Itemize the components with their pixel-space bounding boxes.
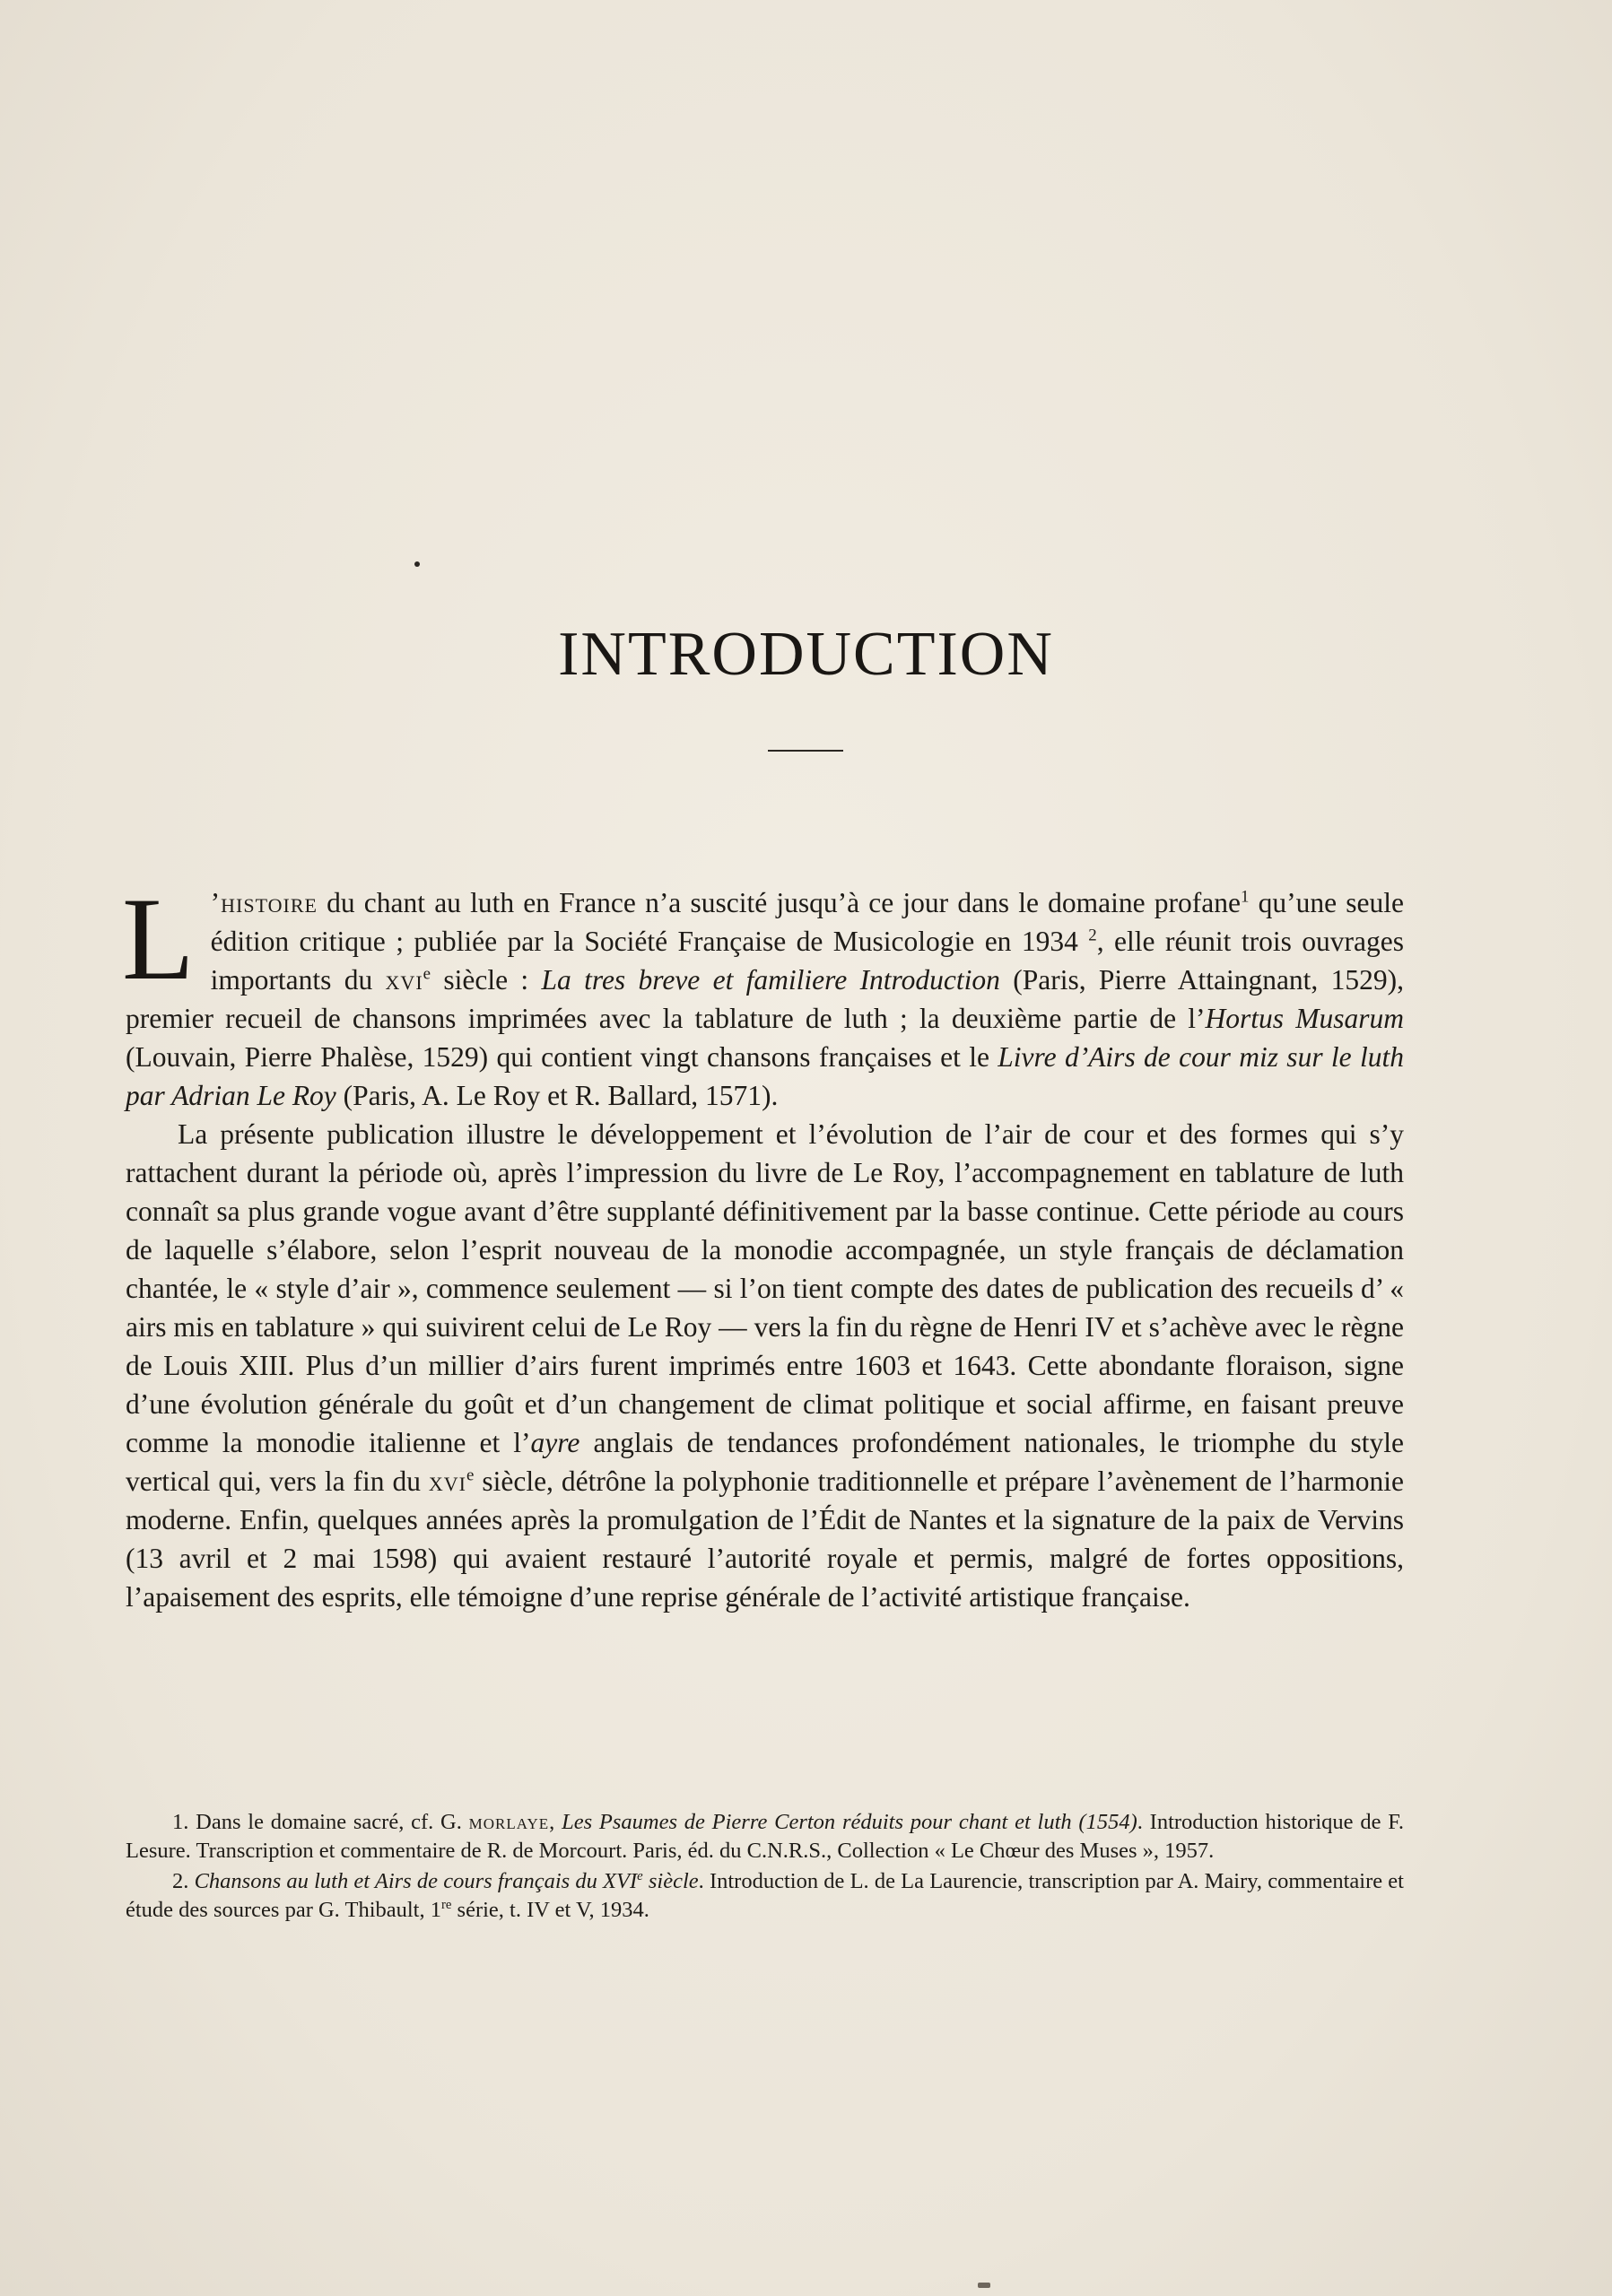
title-italic: Les Psaumes de Pierre Certon réduits pour chant et luth (1554) bbox=[562, 1810, 1137, 1834]
ink-speck bbox=[414, 561, 420, 567]
text-run: , bbox=[549, 1810, 562, 1834]
superscript: e bbox=[423, 964, 431, 984]
text-run: série, t. IV et V, 1934. bbox=[451, 1898, 649, 1922]
title-italic: Livre d’Airs de cour miz sur le luth par Adrian Le Roy bbox=[126, 1041, 1404, 1111]
footnote-number: 1. bbox=[172, 1810, 189, 1834]
footnotes bbox=[126, 1808, 1404, 1926]
drop-capital: L bbox=[122, 873, 195, 1004]
century-numeral: xvi bbox=[385, 964, 423, 996]
century-numeral: xvi bbox=[428, 1465, 467, 1497]
paragraph-2 bbox=[126, 1115, 1404, 1616]
superscript: e bbox=[466, 1465, 475, 1485]
footnote-2 bbox=[126, 1867, 1404, 1925]
body-text bbox=[122, 873, 1405, 1616]
footnote-1 bbox=[126, 1808, 1404, 1866]
text-run: . Introduction historique de F. Lesure. Transcription et commentaire de R. de Morcourt. Paris, éd. du C.N.R.S., Collection « Le Chœur des Muses », 1957. bbox=[126, 1810, 1405, 1863]
text-run: Dans le domaine sacré, cf. G. bbox=[188, 1810, 469, 1834]
bottom-edge-mark bbox=[978, 2283, 990, 2288]
word-italic: ayre bbox=[530, 1427, 580, 1458]
text-run: anglais de tendances profondément nationales, le triomphe du style vertical qui, vers la fin du bbox=[126, 1427, 1405, 1497]
superscript: re bbox=[440, 1897, 452, 1912]
footnote-ref-2: 2 bbox=[1088, 926, 1097, 945]
paragraph-1 bbox=[122, 873, 1405, 1115]
footnote-number: 2. bbox=[172, 1869, 189, 1893]
title-italic: La tres breve et familiere Introduction bbox=[541, 964, 1000, 996]
footnote-ref-1: 1 bbox=[1241, 887, 1250, 907]
title-italic: siècle bbox=[642, 1869, 699, 1893]
text-run: La présente publication illustre le développement et l’évolution de l’air de cour et des formes qui s’y rattachent durant la période où, après l’impression du livre de Le Roy, l’accompagnement en tablature de luth connaît sa plus grande vogue avant d’être supplanté définitivement par la basse continue. Cette période au cours de laquelle s’élabore, selon l’esprit nouveau de la monodie accompagnée, un style français de déclamation chantée, le « style d’air », commence seulement — si l’on tient compte des dates de publication des recueils d’ « airs mis en tablature » qui suivirent celui de Le Roy — vers la fin du règne de Henri IV et s’achève avec le règne de Louis XIII. Plus d’un millier d’airs furent imprimés entre 1603 et 1643. Cette abondante floraison, signe d’une évolution générale du goût et d’un changement de climat politique et social affirme, en faisant preuve comme la monodie italienne et l’ bbox=[126, 1118, 1404, 1458]
title-underline-rule bbox=[768, 750, 843, 752]
text-run: . Introduction de L. de La Laurencie, transcription par A. Mairy, commentaire et étude des sources par G. Thibault, 1 bbox=[126, 1869, 1404, 1922]
text-run: siècle : bbox=[431, 964, 542, 996]
smallcaps-opening: ’histoire bbox=[210, 887, 318, 918]
text-run: siècle, détrône la polyphonie traditionnelle et prépare l’avènement de l’harmonie moderne. Enfin, quelques années après la promulgation de l’Édit de Nantes et la signature de la paix de Vervins (13 avril et 2 mai 1598) qui avaient restauré l’autorité royale et permis, malgré de fortes oppositions, l’apaisement des esprits, elle témoigne d’une reprise générale de l’activité artistique française. bbox=[126, 1465, 1404, 1613]
author-smallcaps: morlaye bbox=[468, 1810, 550, 1834]
title-italic: Chansons au luth et Airs de cours français du XVI bbox=[194, 1869, 638, 1893]
text-run: , elle réunit trois ouvrages importants du bbox=[210, 926, 1405, 996]
text-run: qu’une seule édition critique ; publiée par la Société Française de Musicologie en 1934 bbox=[210, 887, 1404, 957]
title-italic: Hortus Musarum bbox=[1205, 1003, 1404, 1034]
text-run: (Paris, A. Le Roy et R. Ballard, 1571). bbox=[335, 1080, 779, 1111]
text-run: (Louvain, Pierre Phalèse, 1529) qui contient vingt chansons françaises et le bbox=[126, 1041, 998, 1073]
superscript: e bbox=[637, 1868, 643, 1883]
text-run: (Paris, Pierre Attaingnant, 1529), premier recueil de chansons imprimées avec la tablature de luth ; la deuxième partie de l’ bbox=[126, 964, 1404, 1034]
page-title: INTRODUCTION bbox=[558, 620, 1054, 689]
text-run: du chant au luth en France n’a suscité jusqu’à ce jour dans le domaine profane bbox=[317, 887, 1241, 918]
